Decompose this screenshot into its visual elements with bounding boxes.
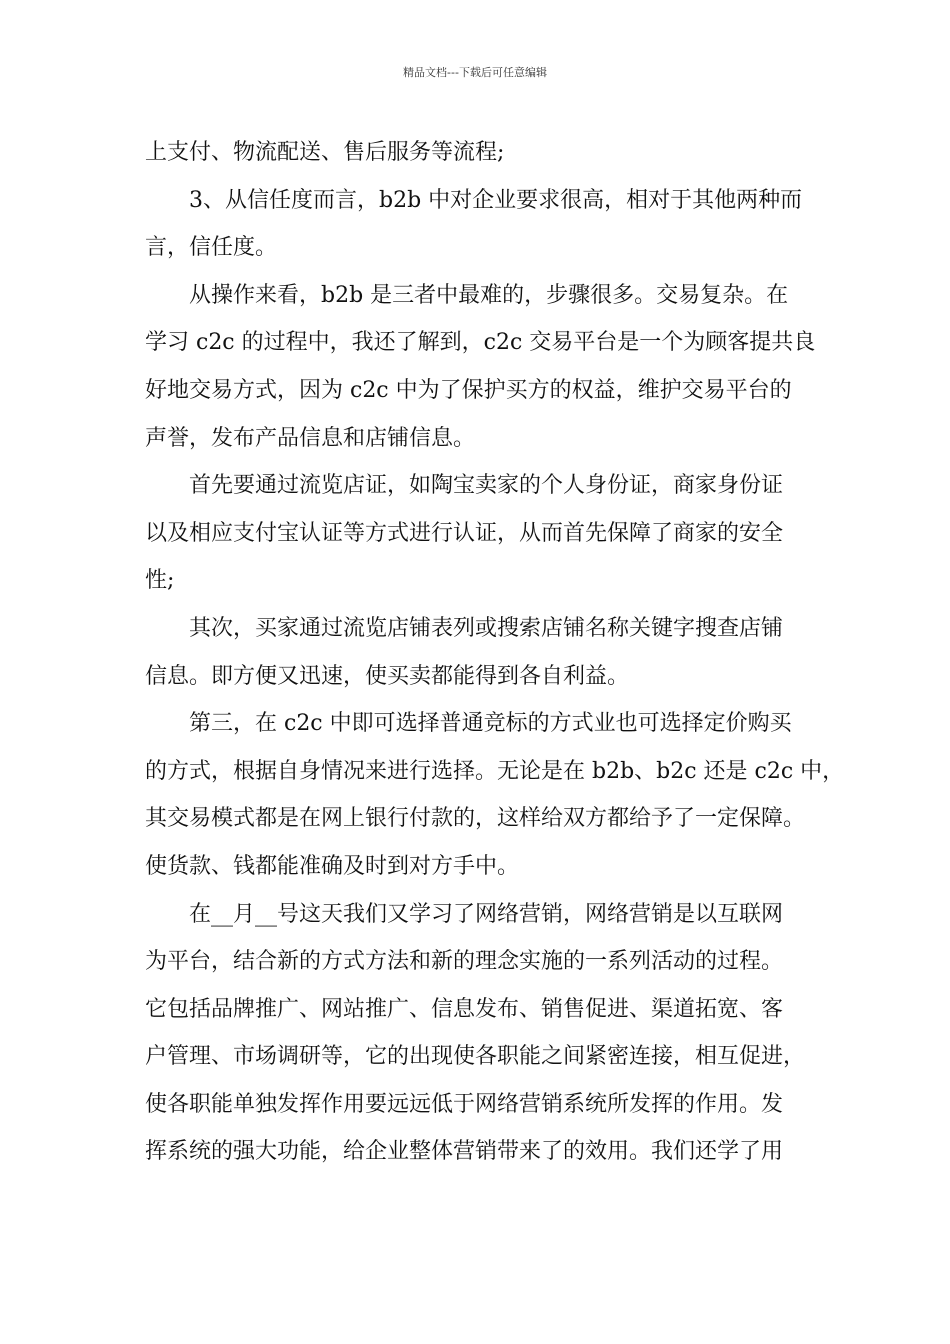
text-line: 使各职能单独发挥作用要远远低于网络营销系统所发挥的作用。发 — [145, 1091, 784, 1117]
text-line: 从操作来看，b2b 是三者中最难的，步骤很多。交易复杂。在 — [189, 282, 789, 308]
document-body — [145, 129, 845, 1176]
text-line: 信息。即方便又迅速，使买卖都能得到各自利益。 — [145, 663, 630, 689]
text-line: 为平台，结合新的方式方法和新的理念实施的一系列活动的过程。 — [145, 949, 784, 975]
text-line: 上支付、物流配送、售后服务等流程; — [145, 140, 505, 165]
text-line: 学习 c2c 的过程中，我还了解到，c2c 交易平台是一个为顾客提共良 — [145, 330, 816, 356]
text-line: 首先要通过流览店证，如陶宝卖家的个人身份证，商家身份证 — [189, 473, 784, 499]
text-line: 3、从信任度而言，b2b 中对企业要求很高，相对于其他两种而 — [189, 187, 803, 213]
text-line: 挥系统的强大功能，给企业整体营销带来了的效用。我们还学了用 — [145, 1139, 784, 1165]
page-header: 精品文档---下载后可任意编辑 — [403, 66, 547, 79]
text-line: 它包括品牌推广、网站推广、信息发布、销售促进、渠道拓宽、客 — [145, 996, 784, 1022]
text-line: 性; — [145, 568, 175, 594]
text-line: 言，信任度。 — [145, 235, 278, 261]
text-line: 户管理、市场调研等，它的出现使各职能之间紧密连接，相互促进， — [145, 1044, 806, 1070]
text-line: 第三，在 c2c 中即可选择普通竞标的方式业也可选择定价购买 — [189, 711, 792, 737]
text-line: 其次，买家通过流览店铺表列或搜索店铺名称关键字搜查店铺 — [189, 615, 784, 641]
text-line: 的方式，根据自身情况来进行选择。无论是在 b2b、b2c 还是 c2c 中， — [145, 758, 845, 784]
text-line: 以及相应支付宝认证等方式进行认证，从而首先保障了商家的安全 — [145, 520, 784, 546]
text-line: 好地交易方式，因为 c2c 中为了保护买方的权益，维护交易平台的 — [145, 377, 792, 403]
text-line: 使货款、钱都能准确及时到对方手中。 — [145, 853, 520, 879]
text-line: 在__月__号这天我们又学习了网络营销，网络营销是以互联网 — [189, 901, 784, 927]
text-line: 其交易模式都是在网上银行付款的，这样给双方都给予了一定保障。 — [145, 806, 806, 832]
text-line: 声誉，发布产品信息和店铺信息。 — [145, 425, 476, 451]
